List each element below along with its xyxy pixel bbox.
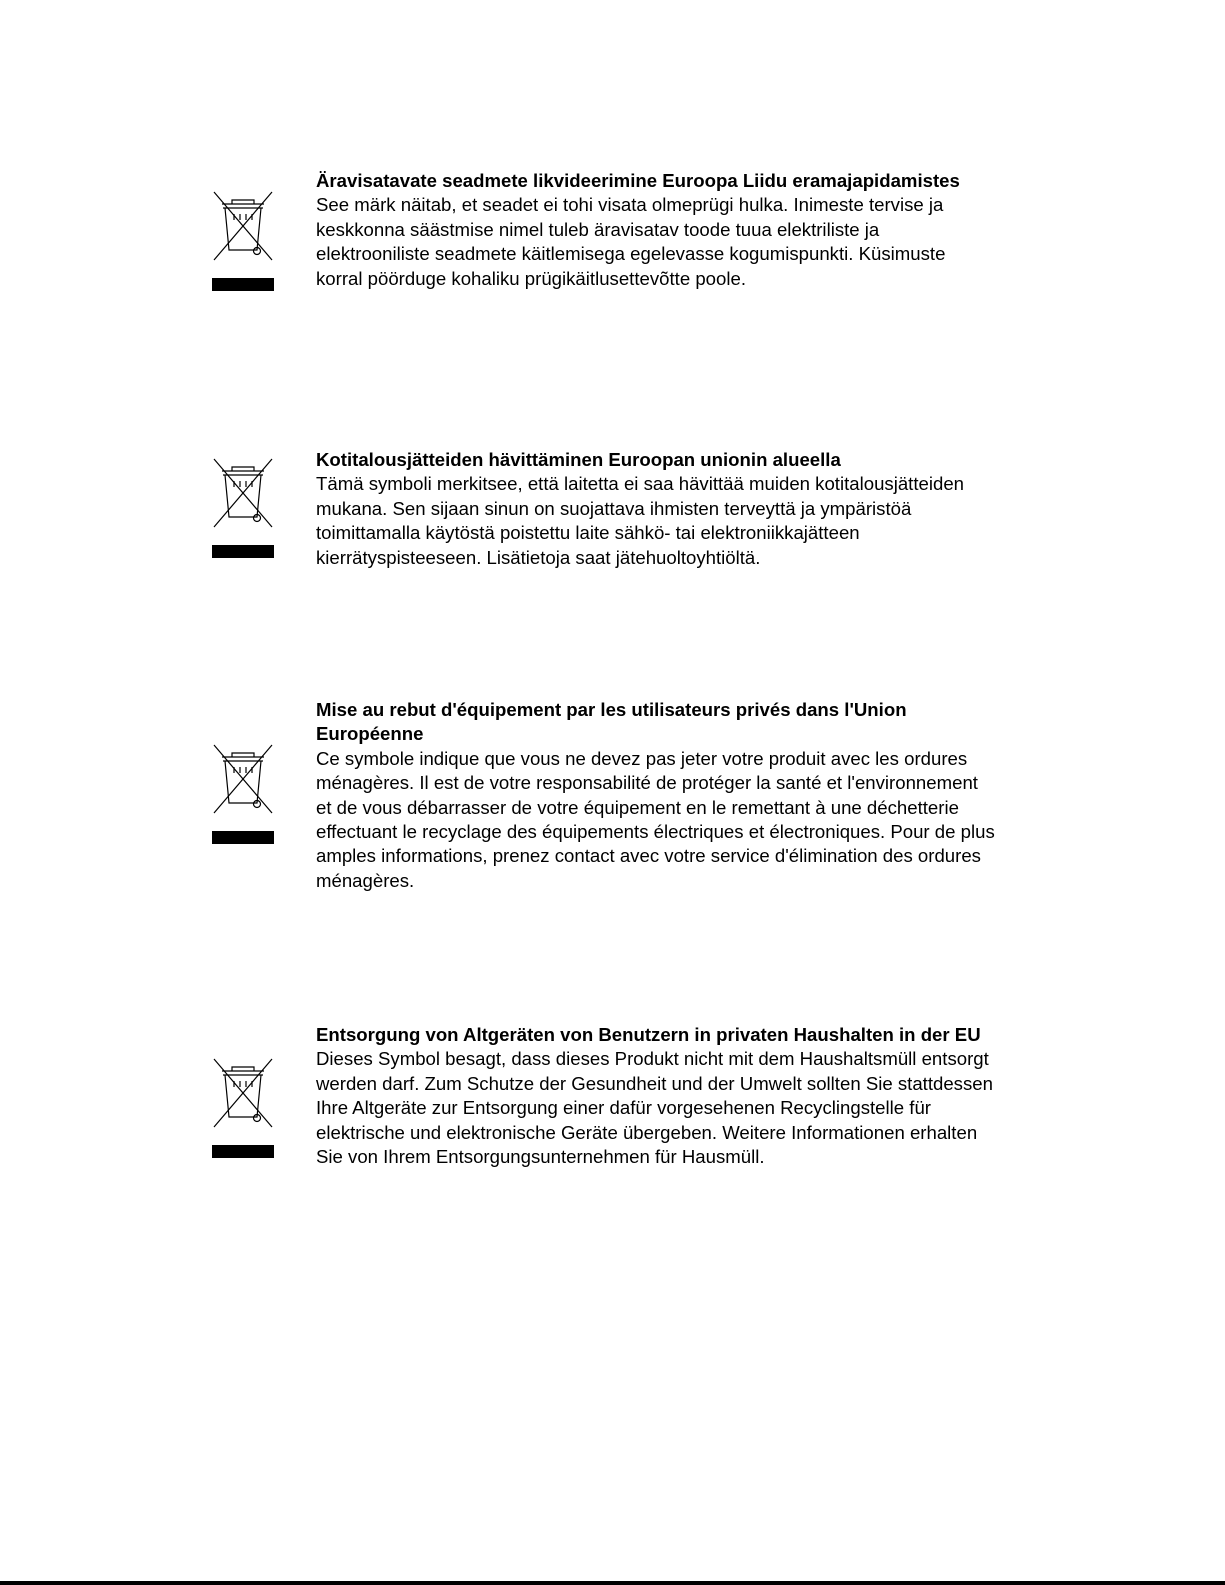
notice-title: Entsorgung von Altgeräten von Benutzern in privaten Haushalten in der EU (316, 1024, 981, 1045)
notice-text (316, 448, 996, 570)
crossed-out-wheelie-bin-icon (208, 455, 278, 565)
crossed-out-wheelie-bin-icon (208, 1055, 278, 1165)
notice-text (316, 1023, 996, 1169)
notice-body: Dieses Symbol besagt, dass dieses Produkt nicht mit dem Haushaltsmüll entsorgt werden darf. Zum Schutze der Gesundheit und der Umwelt sollten Sie stattdessen Ihre Altgeräte zur Entsorgung einer dafür vorgesehenen Recyclingstelle für elektrische und elektronische Geräte übergeben. Weitere Informationen erhalten Sie von Ihrem Entsorgungsunternehmen für Hausmüll. (316, 1048, 993, 1168)
crossed-out-wheelie-bin-icon (208, 741, 278, 851)
notice-text (316, 169, 996, 291)
bottom-rule (0, 1581, 1225, 1585)
notice-title: Mise au rebut d'équipement par les utilisateurs privés dans l'Union Européenne (316, 699, 907, 745)
notice-body: Ce symbole indique que vous ne devez pas jeter votre produit avec les ordures ménagères. Il est de votre responsabilité de protéger la santé et l'environnement et de vous débarrasser de votre équipement en le remettant à une déchetterie effectuant le recyclage des équipements électriques et électroniques. Pour de plus amples informations, prenez contact avec votre service d'élimination des ordures ménagères. (316, 747, 995, 891)
notice-body: Tämä symboli merkitsee, että laitetta ei saa hävittää muiden kotitalousjätteiden mukana. Sen sijaan sinun on suojattava ihmisten terveyttä ja ympäristöä toimittamalla käytöstä poistettu laite sähkö- tai elektroniikkajätteen kierrätyspisteeseen. Lisätietoja saat jätehuoltoyhtiöltä. (316, 473, 965, 568)
notice-title: Kotitalousjätteiden hävittäminen Euroopan unionin alueella (316, 449, 841, 470)
notice-title: Äravisatavate seadmete likvideerimine Euroopa Liidu eramajapidamistes (316, 170, 960, 191)
notice-body: See märk näitab, et seadet ei tohi visata olmeprügi hulka. Inimeste tervise ja keskkonna säästmise nimel tuleb äravisatav toode tuua elektriliste ja elektrooniliste seadmete käitlemisega egelevasse kogumispunkti. Küsimuste korral pöörduge kohaliku prügikäitlusettevõtte poole. (316, 194, 946, 289)
crossed-out-wheelie-bin-icon (208, 188, 278, 298)
notice-text (316, 698, 996, 893)
